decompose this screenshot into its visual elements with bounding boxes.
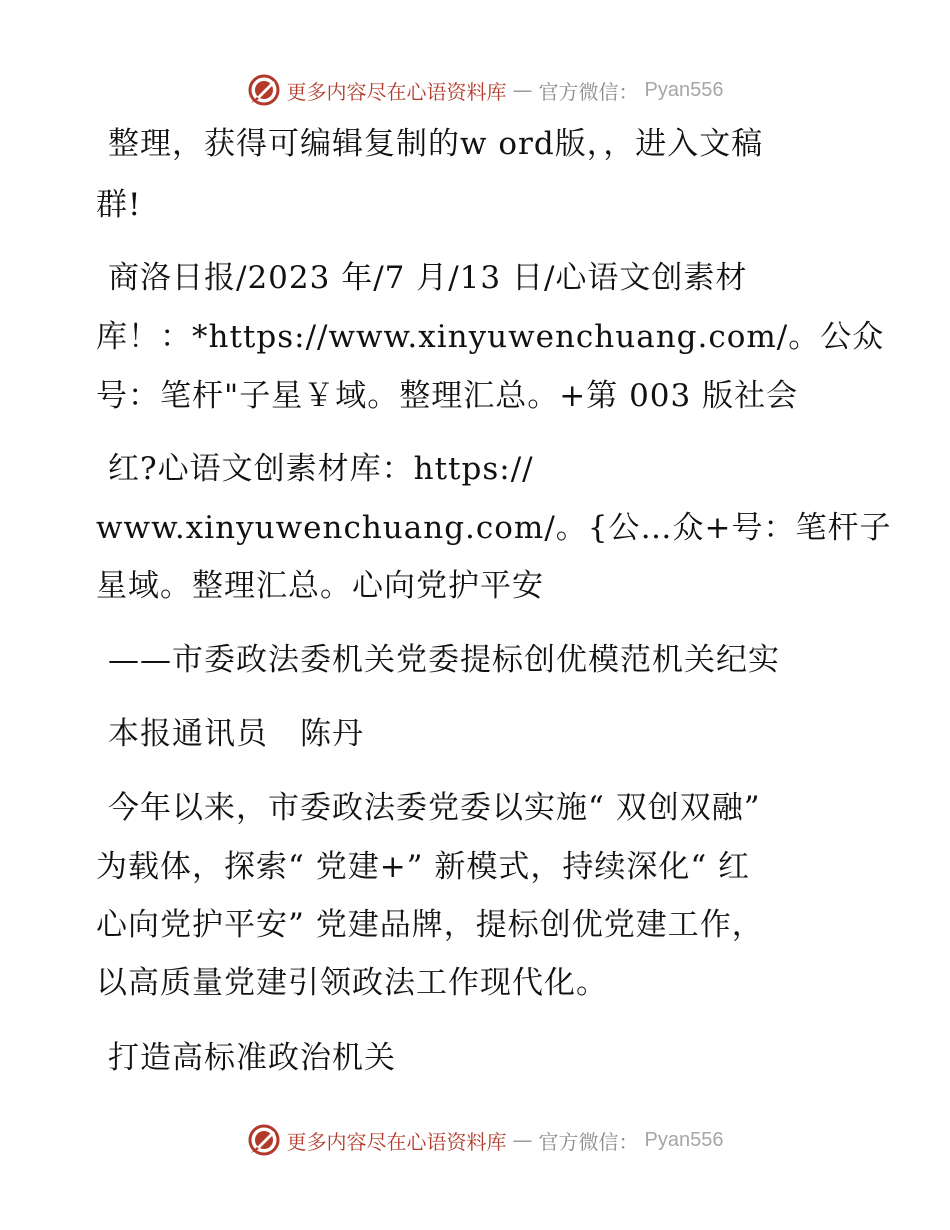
banner-wechat-label: 官方微信： xyxy=(538,1129,639,1154)
text-line: 为载体，探索“ 党建+” 新模式，持续深化“ 红 xyxy=(96,849,751,885)
text-line: 号：笔杆"子星￥域。整理汇总。+第 003 版社会 xyxy=(96,378,799,414)
banner-wechat-id: Pyan556 xyxy=(644,1128,724,1151)
footer-banner xyxy=(0,1120,950,1160)
byline: 本报通讯员 陈丹 xyxy=(108,716,364,752)
text-line: 库！：*https://www.xinyuwenchuang.com/。公众 xyxy=(96,319,885,355)
text-line: 今年以来，市委政法委党委以实施“ 双创双融” xyxy=(108,790,761,826)
banner-dash: — xyxy=(512,78,533,102)
text-line: 星域。整理汇总。心向党护平安 xyxy=(96,568,544,604)
pen-logo-icon xyxy=(247,1123,281,1157)
text-line: 群! xyxy=(96,187,142,223)
text-line: 心向党护平安” 党建品牌，提标创优党建工作， xyxy=(96,907,764,943)
text-line: 商洛日报/2023 年/7 月/13 日/心语文创素材 xyxy=(108,260,748,296)
pen-logo-icon xyxy=(247,73,281,107)
banner-title: 更多内容尽在心语资料库 xyxy=(286,79,507,104)
banner-dash: — xyxy=(512,1128,533,1152)
text-line: 红?心语文创素材库：https:// xyxy=(108,451,534,487)
text-line: www.xinyuwenchuang.com/。{公…众+号：笔杆子 xyxy=(96,510,892,546)
header-banner xyxy=(0,70,950,110)
section-heading: 打造高标准政治机关 xyxy=(108,1040,396,1076)
banner-wechat-label: 官方微信： xyxy=(538,79,639,104)
text-line: 以高质量党建引领政法工作现代化。 xyxy=(96,965,608,1001)
banner-title: 更多内容尽在心语资料库 xyxy=(286,1129,507,1154)
text-line: 整理，获得可编辑复制的w ord版，，进入文稿 xyxy=(108,126,764,162)
subtitle-line: ——市委政法委机关党委提标创优模范机关纪实 xyxy=(108,642,780,678)
banner-wechat-id: Pyan556 xyxy=(644,78,724,101)
